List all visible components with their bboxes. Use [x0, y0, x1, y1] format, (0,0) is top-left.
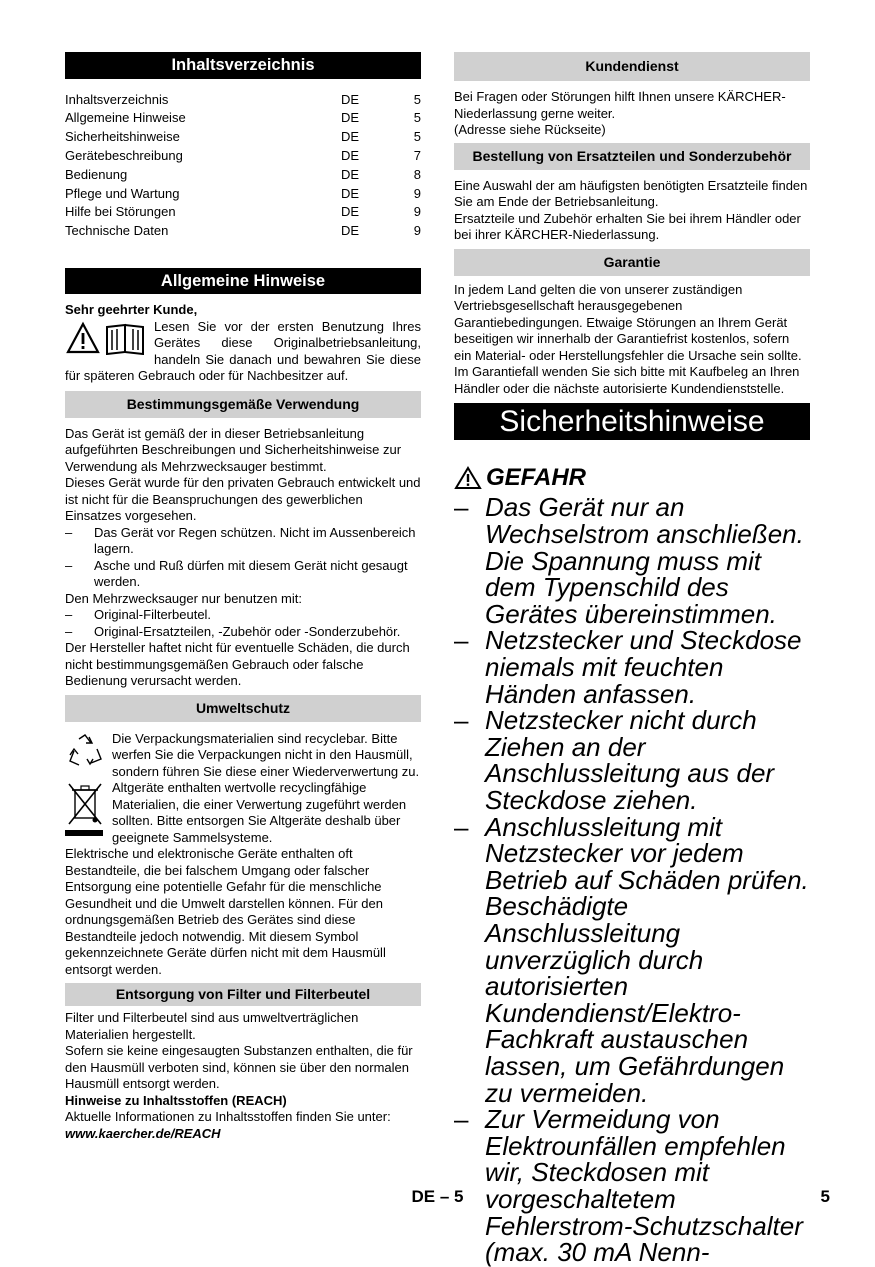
paragraph: Elektrische und elektronische Geräte enthalten oft Bestandteile, die bei falschem Umgang oder falscher Entsorgung eine potentielle Gefahr für die menschliche Gesundheit und die Umwelt darstellen können. Für den ordnungsgemäßen Betrieb des Gerätes sind diese Bestandteile jedoch notwendig. Mit diesem Symbol gekennzeichnete Geräte dürfen nicht mit dem Hausmüll entsorgt werden. — [65, 846, 386, 977]
environment-body — [65, 731, 421, 979]
warranty-heading: Garantie — [454, 249, 810, 276]
list-item: – Original-Ersatzteilen, -Zubehör oder -Sonderzubehör. — [65, 624, 421, 641]
toc-row: Hilfe bei Störungen DE 9 — [65, 204, 421, 220]
paragraph: Die Verpackungsmaterialien sind recyclebar. Bitte werfen Sie die Verpackungen nicht in den Hausmüll, sondern führen Sie diese einer Wiederverwertung zu. — [112, 730, 420, 779]
recycle-icon — [65, 731, 105, 771]
reach-heading: Hinweise zu Inhaltsstoffen (REACH) — [65, 1092, 287, 1108]
safety-item: – Netzstecker und Steckdose niemals mit feuchten Händen anfassen. — [454, 627, 810, 707]
left-column — [65, 52, 421, 1142]
paragraph: (Adresse siehe Rückseite) — [454, 122, 606, 137]
recycle-notice — [65, 731, 421, 781]
toc-row: Sicherheitshinweise DE 5 — [65, 129, 421, 145]
footer-page-label: DE – 5 — [411, 1187, 464, 1206]
environment-heading: Umweltschutz — [65, 695, 421, 722]
intended-use-body — [65, 426, 421, 690]
paragraph: Eine Auswahl der am häufigsten benötigten Ersatzteile finden Sie am Ende der Betriebsanleitung. — [454, 177, 808, 209]
right-column — [454, 52, 810, 1266]
paragraph: Sofern sie keine eingesaugten Substanzen enthalten, die für den Hausmüll verboten sind, können sie über den normalen Hausmüll entsorgt werden. — [65, 1043, 413, 1092]
salutation: Sehr geehrter Kunde, — [65, 302, 198, 318]
toc-row: Inhaltsverzeichnis DE 5 — [65, 91, 421, 107]
list-item: – Asche und Ruß dürfen mit diesem Gerät nicht gesaugt werden. — [65, 558, 421, 591]
weee-notice — [65, 780, 421, 846]
reach-link[interactable]: www.kaercher.de/REACH — [65, 1125, 221, 1141]
paragraph: Filter und Filterbeutel sind aus umweltverträglichen Materialien hergestellt. — [65, 1010, 359, 1042]
toc-row: Bedienung DE 8 — [65, 166, 421, 182]
warranty-body — [454, 282, 810, 398]
paragraph: Der Hersteller haftet nicht für eventuelle Schäden, die durch nicht bestimmungsgemäßen Gebrauch oder falsche Bedienung verursacht werden. — [65, 640, 410, 689]
toc-heading: Inhaltsverzeichnis — [65, 52, 421, 79]
toc-row: Technische Daten DE 9 — [65, 223, 421, 239]
safety-item: – Netzstecker nicht durch Ziehen an der Anschlussleitung aus der Steckdose ziehen. — [454, 707, 810, 813]
list-item: – Das Gerät vor Regen schützen. Nicht im Aussenbereich lagern. — [65, 525, 421, 558]
paragraph: Den Mehrzwecksauger nur benutzen mit: — [65, 590, 303, 606]
safety-heading: Sicherheitshinweise — [454, 403, 810, 440]
paragraph: In jedem Land gelten die von unserer zuständigen Vertriebsgesellschaft herausgegebenen Garantiebedingungen. Etwaige Störungen an Ihrem Gerät beseitigen wir innerhalb der Garantiefrist kostenlos, sofern ein Material- oder Herstellungsfehler die Ursache sein sollte. Im Garantiefall wenden Sie sich bitte mit Kaufbeleg an Ihren Händler oder die nächste autorisierte Kundendienststelle. — [454, 281, 802, 396]
toc-list — [65, 91, 421, 241]
parts-heading: Bestellung von Ersatzteilen und Sonderzubehör — [454, 143, 810, 170]
parts-body — [454, 178, 810, 244]
toc-row: Allgemeine Hinweise DE 5 — [65, 110, 421, 126]
paragraph: Ersatzteile und Zubehör erhalten Sie bei ihrem Händler oder bei ihrer KÄRCHER-Niederlassung. — [454, 210, 801, 242]
danger-label: GEFAHR — [486, 463, 587, 491]
general-notice — [65, 319, 421, 385]
paragraph: Dieses Gerät wurde für den privaten Gebrauch entwickelt und ist nicht für die Beanspruchungen des gewerblichen Einsatzes vorgesehen. — [65, 475, 421, 524]
intended-use-heading: Bestimmungsgemäße Verwendung — [65, 391, 421, 418]
toc-row: Pflege und Wartung DE 9 — [65, 185, 421, 201]
disposal-heading: Entsorgung von Filter und Filterbeutel — [65, 983, 421, 1006]
footer-page-number: 5 — [820, 1187, 830, 1206]
paragraph: Aktuelle Informationen zu Inhaltsstoffen finden Sie unter: — [65, 1109, 391, 1125]
paragraph: Bei Fragen oder Störungen hilft Ihnen unsere KÄRCHER-Niederlassung gerne weiter. — [454, 89, 786, 121]
general-text: Lesen Sie vor der ersten Benutzung Ihres Gerätes diese Originalbetriebsanleitung, handeln Sie danach und bewahren Sie diese für späteren Gebrauch oder für Nachbesitzer auf. — [65, 318, 421, 384]
paragraph: Das Gerät ist gemäß der in dieser Betriebsanleitung aufgeführten Beschreibungen und Sicherheitshinweise zur Verwendung als Mehrzwecksauger bestimmt. — [65, 425, 402, 474]
safety-item: – Anschlussleitung mit Netzstecker vor jedem Betrieb auf Schäden prüfen. Beschädigte Anschlussleitung unverzüglich durch autorisierten Kundendienst/Elektro-Fachkraft austauschen lassen, um Gefährdungen zu vermeiden. — [454, 814, 810, 1107]
safety-item: – Das Gerät nur an Wechselstrom anschließen. Die Spannung muss mit dem Typenschild des Gerätes übereinstimmen. — [454, 494, 810, 627]
danger-block — [454, 465, 810, 1266]
list-item: – Original-Filterbeutel. — [65, 607, 421, 624]
danger-label-row — [454, 465, 810, 492]
warning-triangle-icon — [454, 466, 482, 490]
safety-item: – Zur Vermeidung von Elektrounfällen empfehlen wir, Steckdosen mit vorgeschaltetem Fehlerstrom-Schutzschalter (max. 30 mA Nenn- — [454, 1106, 810, 1266]
warning-manual-icon — [65, 321, 149, 355]
service-heading: Kundendienst — [454, 52, 810, 81]
toc-row: Gerätebeschreibung DE 7 — [65, 148, 421, 164]
general-heading: Allgemeine Hinweise — [65, 268, 421, 295]
disposal-body — [65, 1010, 421, 1142]
paragraph: Altgeräte enthalten wertvolle recyclingfähige Materialien, die einer Verwertung zugeführt werden sollten. Bitte entsorgen Sie Altgeräte deshalb über geeignete Sammelsysteme. — [112, 780, 407, 845]
crossed-bin-icon — [65, 780, 105, 836]
service-body — [454, 89, 810, 139]
